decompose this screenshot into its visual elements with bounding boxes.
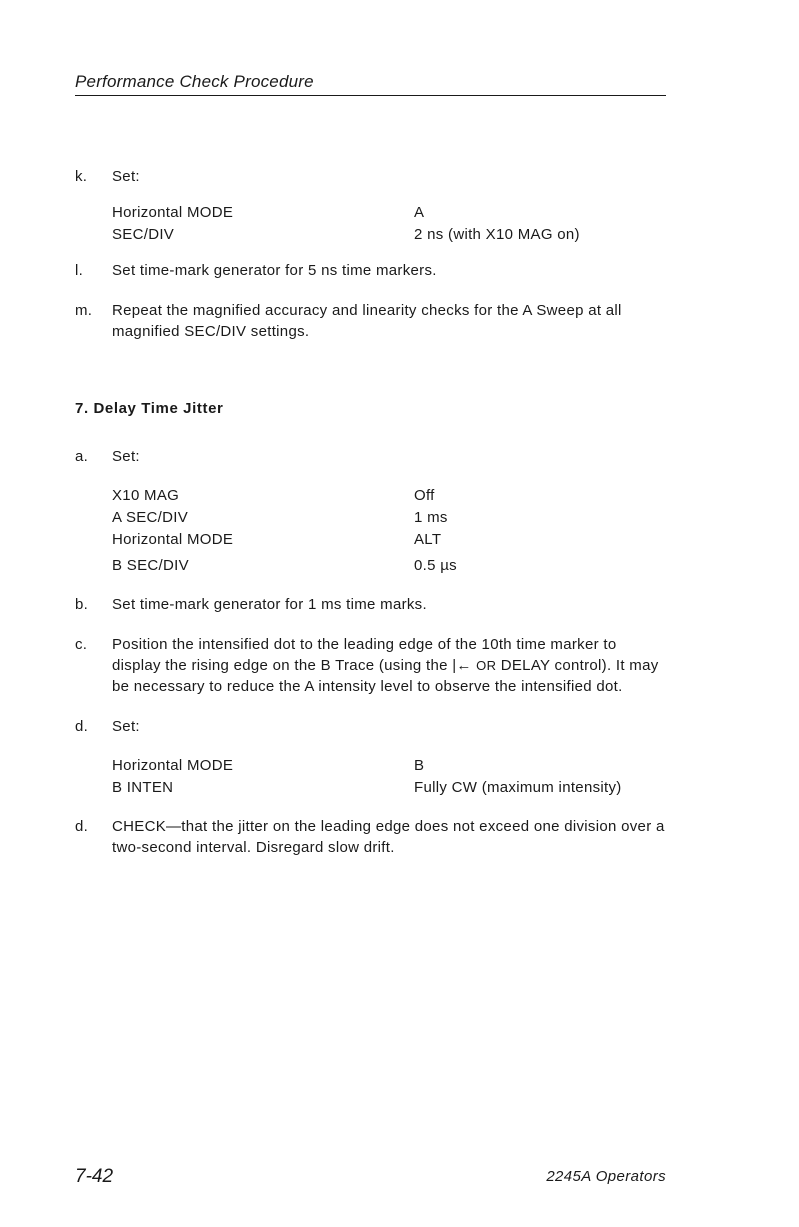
setting-value: 2 ns (with X10 MAG on)	[414, 226, 580, 243]
procedure-content	[75, 166, 667, 858]
section-title: 7. Delay Time Jitter	[75, 400, 224, 417]
setting-control: Horizontal MODE	[112, 204, 234, 221]
setting-value: 1 ms	[414, 509, 448, 526]
setting-row	[112, 507, 667, 529]
setting-control: SEC/DIV	[112, 226, 175, 243]
step-text: CHECK—that the jitter on the leading edge does not exceed one division over a two-second interval. Disregard slow drift.	[112, 818, 665, 856]
setting-control: A SEC/DIV	[112, 509, 189, 526]
manual-title: 2245A Operators	[546, 1168, 666, 1185]
or-label: OR	[476, 658, 497, 673]
step-label: d.	[75, 818, 89, 835]
step-label: m.	[75, 302, 93, 319]
setting-row	[112, 755, 667, 777]
setting-value: Fully CW (maximum intensity)	[414, 779, 622, 796]
step-k	[75, 166, 667, 187]
step-text: Position the intensified dot to the leading edge of the 10th time marker to display the rising edge on the B Trace (using the |← OR DELAY control). It may be necessary to reduce the A intensity level to observe the intensified dot.	[112, 636, 659, 695]
setting-control: B SEC/DIV	[112, 557, 189, 574]
step-text: Set:	[112, 168, 140, 185]
step-text: Set:	[112, 448, 140, 465]
step-m	[75, 300, 667, 342]
delay-arrow-icon: |←	[452, 657, 472, 674]
step-text: Repeat the magnified accuracy and linearity checks for the A Sweep at all magnified SEC/DIV settings.	[112, 302, 622, 340]
step-text: Set time-mark generator for 1 ms time marks.	[112, 596, 427, 613]
step-a	[75, 446, 667, 467]
step-text: Set:	[112, 718, 140, 735]
step-d-check	[75, 816, 667, 858]
setting-value: ALT	[414, 531, 442, 548]
step-l	[75, 260, 667, 281]
setting-row	[112, 202, 667, 224]
setting-control: X10 MAG	[112, 487, 180, 504]
step-label: a.	[75, 448, 89, 465]
step-c	[75, 634, 667, 697]
step-label: c.	[75, 636, 88, 653]
setting-row	[112, 777, 667, 799]
page-number: 7-42	[75, 1166, 114, 1187]
step-label: l.	[75, 262, 84, 279]
setting-row	[112, 224, 667, 246]
setting-value: Off	[414, 487, 435, 504]
setting-control: Horizontal MODE	[112, 531, 234, 548]
step-d-set	[75, 716, 667, 737]
settings-table-k	[112, 202, 667, 246]
step-label: k.	[75, 168, 88, 185]
setting-value: B	[414, 757, 425, 774]
setting-row	[112, 555, 667, 577]
setting-control: B INTEN	[112, 779, 174, 796]
page-header: Performance Check Procedure	[75, 72, 666, 96]
setting-value: A	[414, 204, 425, 221]
settings-table-d	[112, 755, 667, 799]
step-text: Set time-mark generator for 5 ns time markers.	[112, 262, 437, 279]
setting-value: 0.5 µs	[414, 557, 457, 574]
setting-row	[112, 485, 667, 507]
step-label: b.	[75, 596, 89, 613]
settings-table-a	[112, 485, 667, 577]
step-b	[75, 594, 667, 615]
setting-control: Horizontal MODE	[112, 757, 234, 774]
step-label: d.	[75, 718, 89, 735]
setting-row	[112, 529, 667, 551]
